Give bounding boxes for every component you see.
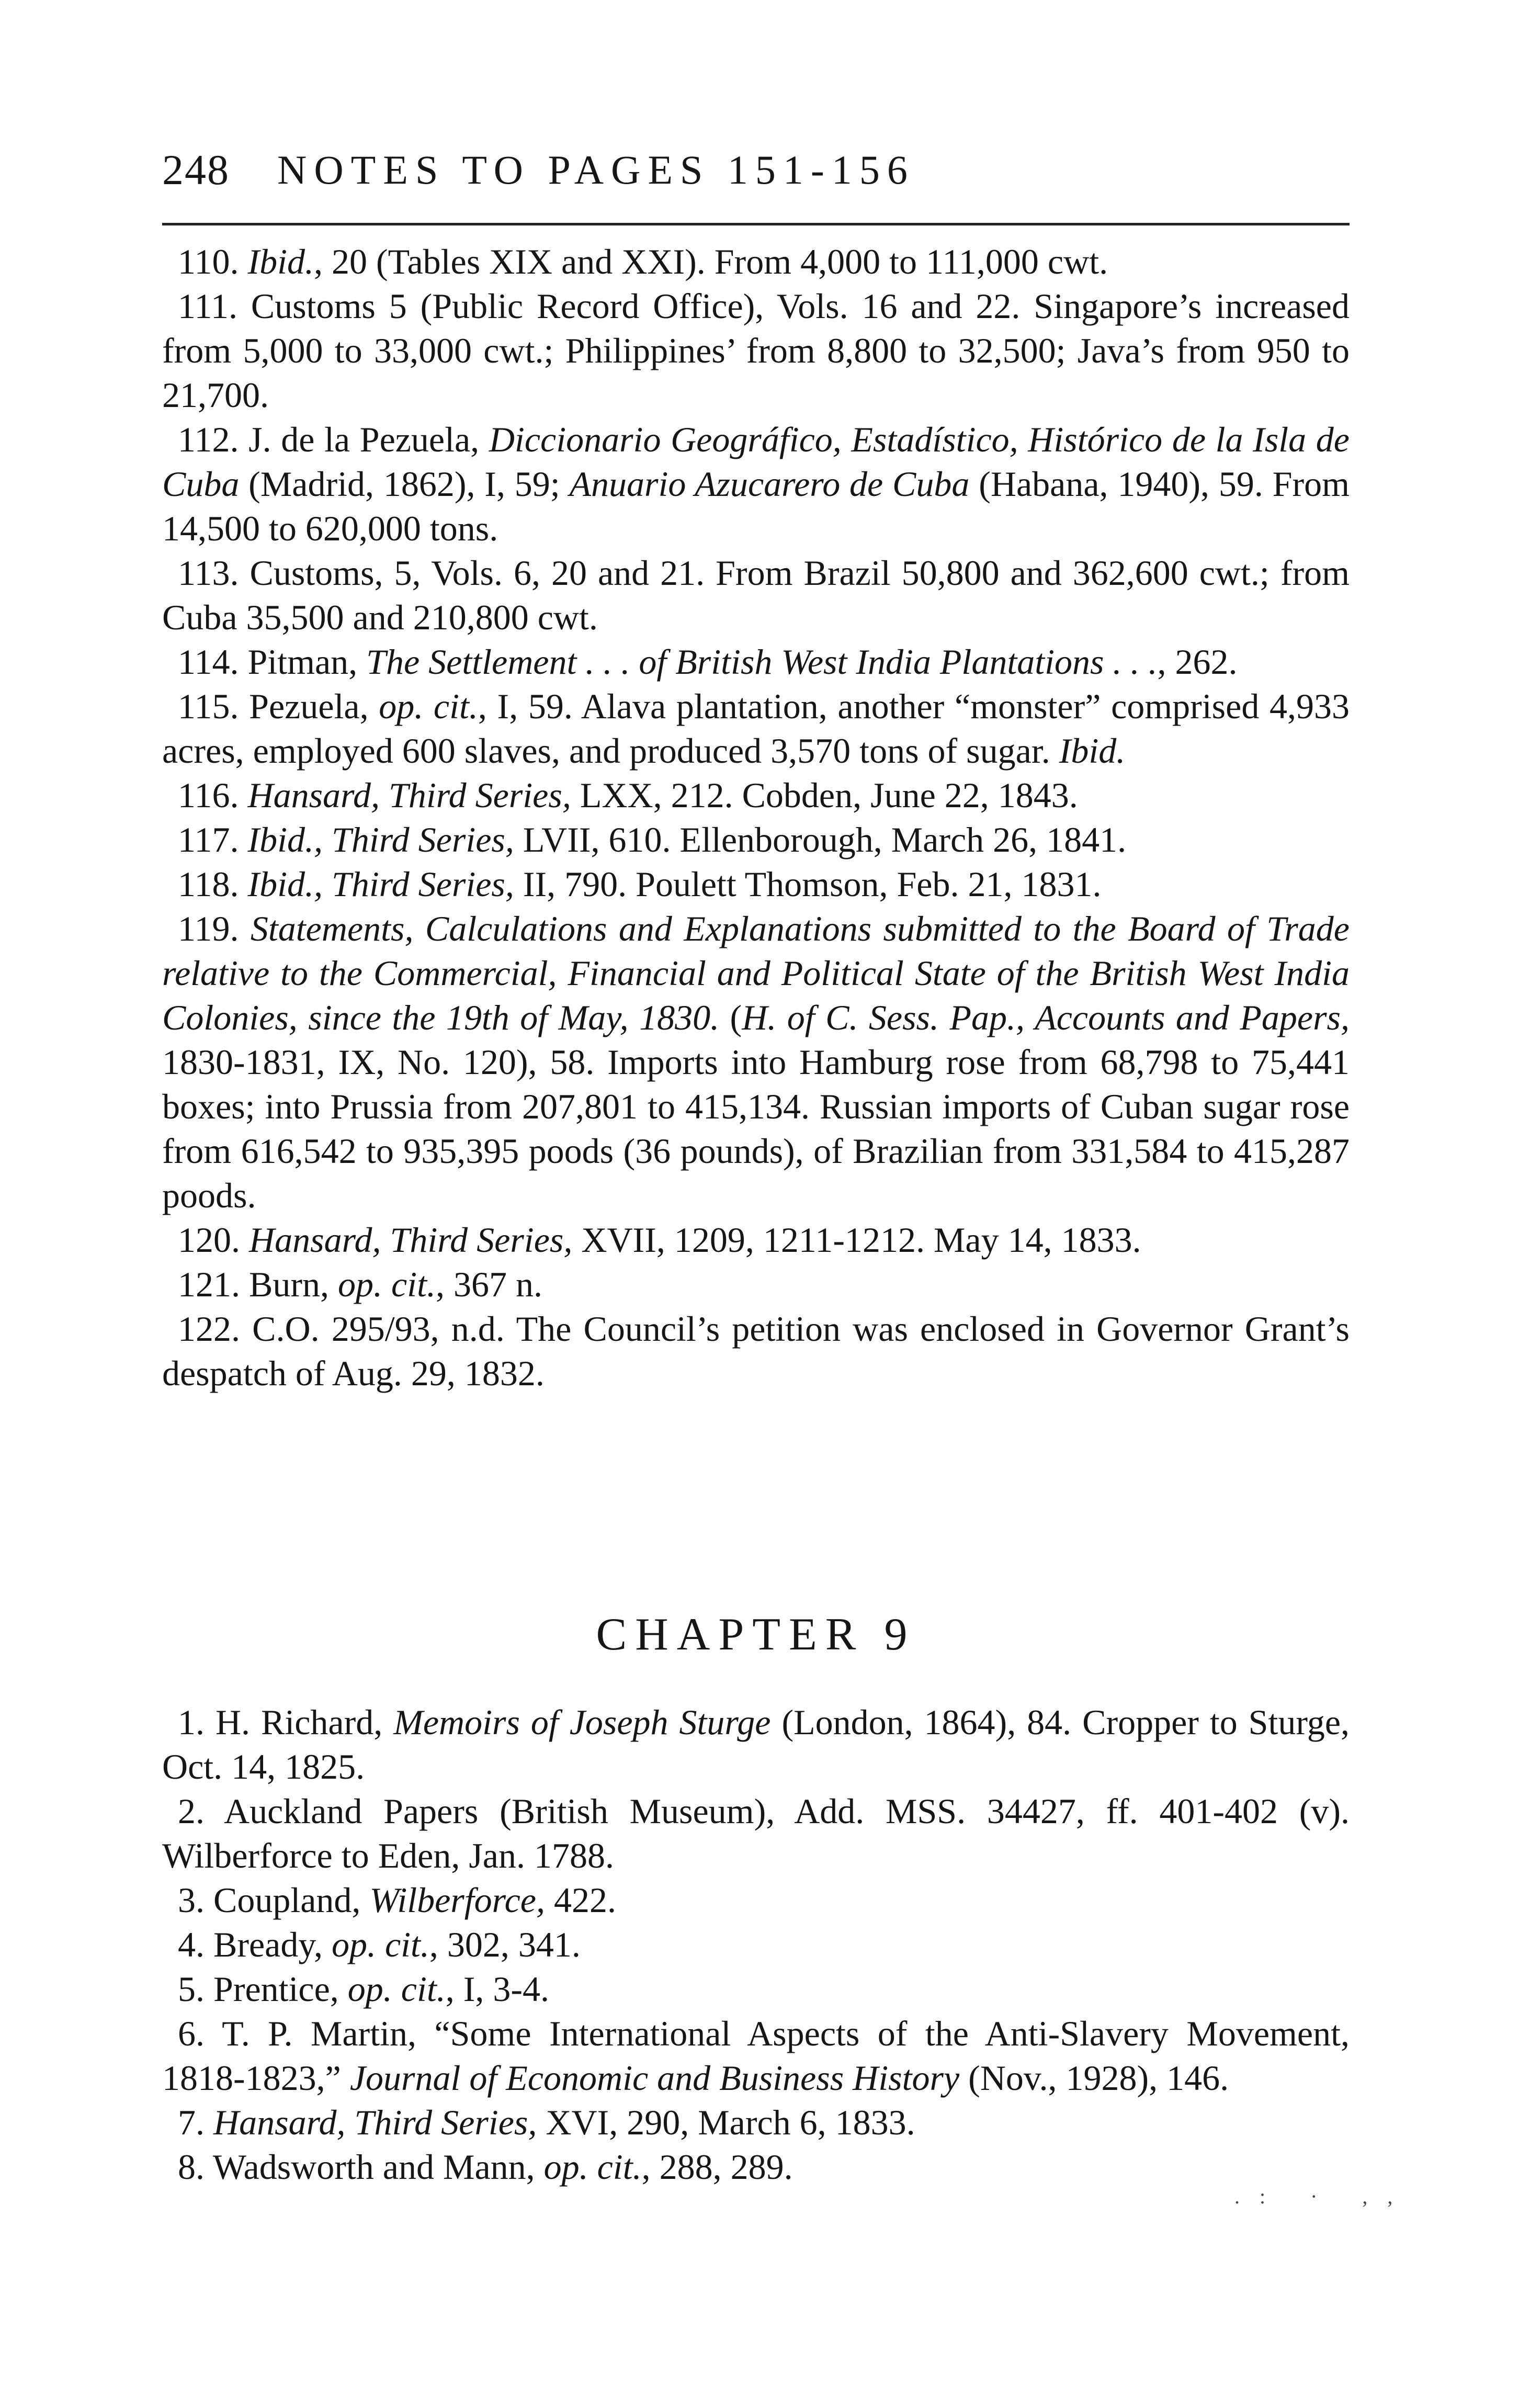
note-text: 118. (178, 864, 248, 904)
endnote (162, 1262, 1350, 1307)
endnote (162, 773, 1350, 818)
italic-text: The Settlement . . . of British West India Plantations . . . (366, 642, 1158, 682)
endnote (162, 1923, 1350, 1967)
running-title: NOTES TO PAGES 151-156 (277, 147, 915, 193)
note-text: 8. Wadsworth and Mann, (178, 2147, 544, 2187)
endnote (162, 551, 1350, 640)
italic-text: op. cit. (331, 1925, 429, 1964)
note-text: II, 790. Poulett Thomson, Feb. 21, 1831. (514, 864, 1102, 904)
italic-text: Hansard, Third Series, (249, 1220, 573, 1260)
italic-text: Ibid., Third Series, (247, 864, 514, 904)
note-text: 422. (545, 1880, 616, 1920)
notes-list-chapter-8 (162, 240, 1350, 1396)
italic-text: Diccionario Geográfico, Estadístico, Histórico de la Isla de Cuba (162, 420, 1350, 504)
note-text: 116. (178, 775, 248, 815)
italic-text: Ibid., Third Series, (247, 820, 514, 860)
note-text: LXX, 212. Cobden, June 22, 1843. (571, 775, 1078, 815)
italic-text: Hansard, Third Series, (213, 2102, 537, 2142)
endnote (162, 2011, 1350, 2100)
endnote (162, 640, 1350, 684)
chapter-heading: CHAPTER 9 (596, 1609, 916, 1660)
italic-text: op. cit. (543, 2147, 642, 2187)
note-text: 2. Auckland Papers (British Museum), Add. MSS. 34427, ff. 401-402 (v). Wilberforce to Eden, Jan. 1788. (162, 1791, 1350, 1875)
italic-text: Memoirs of Joseph Sturge (393, 1702, 771, 1742)
endnote (162, 1789, 1350, 1878)
running-head (162, 139, 1350, 201)
italic-text: Journal of Economic and Business History (349, 2058, 960, 2098)
note-text: 4. Bready, (178, 1925, 332, 1964)
note-text: LVII, 610. Ellenborough, March 26, 1841. (514, 820, 1127, 860)
note-text: 7. (178, 2102, 213, 2142)
endnote (162, 818, 1350, 862)
note-text: , I, 59. Alava plantation, another “monster” comprised 4,933 acres, employed 600 slaves, and produced 3,570 tons of sugar. (162, 686, 1350, 771)
note-text: (Madrid, 1862), I, 59; (239, 464, 570, 504)
stray-marks: .: · ,, (1234, 2185, 1413, 2208)
note-text: 119. (178, 909, 251, 948)
endnote (162, 862, 1350, 907)
italic-text: Anuario Azucarero de Cuba (569, 464, 970, 504)
italic-text: Ibid. (1059, 731, 1126, 771)
italic-text: op. cit. (338, 1264, 436, 1304)
note-text: 111. Customs 5 (Public Record Office), Vols. 16 and 22. Singapore’s increased from 5,000 to 33,000 cwt.; Philippines’ from 8,800 to 32,500; Java’s from 950 to 21,700. (162, 286, 1350, 415)
note-text: 113. Customs, 5, Vols. 6, 20 and 21. From Brazil 50,800 and 362,600 cwt.; from Cuba 35,500 and 210,800 cwt. (162, 553, 1350, 637)
header-rule (162, 223, 1350, 225)
endnote (162, 907, 1350, 1218)
note-text: 1830-1831, IX, No. 120), 58. Imports into Hamburg rose from 68,798 to 75,441 boxes; into Prussia from 207,801 to 415,134. Russian imports of Cuban sugar rose from 616,542 to 935,395 poods (36 pounds), of Brazilian from 331,584 to 415,287 poods. (162, 1042, 1350, 1215)
note-text: 6. T. P. Martin, “Some International Aspects of the Anti-Slavery Movement, 1818-1823,” (162, 2014, 1350, 2098)
note-text: 121. Burn, (178, 1264, 338, 1304)
note-text: , I, 3-4. (445, 1969, 550, 2009)
note-text: , 288, 289. (641, 2147, 793, 2187)
endnote (162, 240, 1350, 284)
note-text: 120. (178, 1220, 249, 1260)
endnote (162, 1967, 1350, 2011)
italic-text: Ibid. (247, 242, 314, 281)
italic-text: Hansard, Third Series, (247, 775, 571, 815)
note-text: (London, 1864), 84. Cropper to Sturge, Oct. 14, 1825. (162, 1702, 1350, 1787)
page-number: 248 (162, 146, 230, 194)
endnote (162, 2145, 1350, 2189)
note-text: XVII, 1209, 1211-1212. May 14, 1833. (572, 1220, 1141, 1260)
note-text: , 20 (Tables XIX and XXI). From 4,000 to 111,000 cwt. (314, 242, 1108, 281)
endnote (162, 684, 1350, 773)
italic-text: H. of C. Sess. Pap., Accounts and Papers, (742, 998, 1350, 1037)
note-text: (Nov., 1928), 146. (959, 2058, 1229, 2098)
note-text: 5. Prentice, (178, 1969, 348, 2009)
note-text: 3. Coupland, (178, 1880, 370, 1920)
note-text: XVI, 290, March 6, 1833. (537, 2102, 915, 2142)
endnote (162, 2100, 1350, 2145)
note-text: (Habana, 1940), 59. From 14,500 to 620,000 tons. (162, 464, 1350, 548)
italic-text: op. cit. (379, 686, 478, 726)
italic-text: op. cit. (347, 1969, 446, 2009)
endnote (162, 1307, 1350, 1396)
note-text: ( (719, 998, 742, 1037)
note-text: , 367 n. (435, 1264, 542, 1304)
note-text: 114. Pitman, (178, 642, 367, 682)
notes-list-chapter-9 (162, 1700, 1350, 2189)
note-text: 112. J. de la Pezuela, (178, 420, 489, 459)
note-text: 122. C.O. 295/93, n.d. The Council’s petition was enclosed in Governor Grant’s despatch of Aug. 29, 1832. (162, 1309, 1350, 1393)
endnote (162, 284, 1350, 417)
note-text: , 262. (1157, 642, 1238, 682)
endnote (162, 1700, 1350, 1789)
note-text: 110. (178, 242, 248, 281)
note-text: 1. H. Richard, (178, 1702, 394, 1742)
note-text: 115. Pezuela, (178, 686, 379, 726)
note-text: 117. (178, 820, 248, 860)
italic-text: Statements, Calculations and Explanations submitted to the Board of Trade relative to the Commercial, Financial and Political State of the British West India Colonies, since the 19th of May, 1830. (162, 909, 1350, 1037)
italic-text: Wilberforce, (369, 1880, 545, 1920)
endnote (162, 1878, 1350, 1923)
note-text: , 302, 341. (429, 1925, 581, 1964)
endnote (162, 417, 1350, 551)
endnote (162, 1218, 1350, 1262)
